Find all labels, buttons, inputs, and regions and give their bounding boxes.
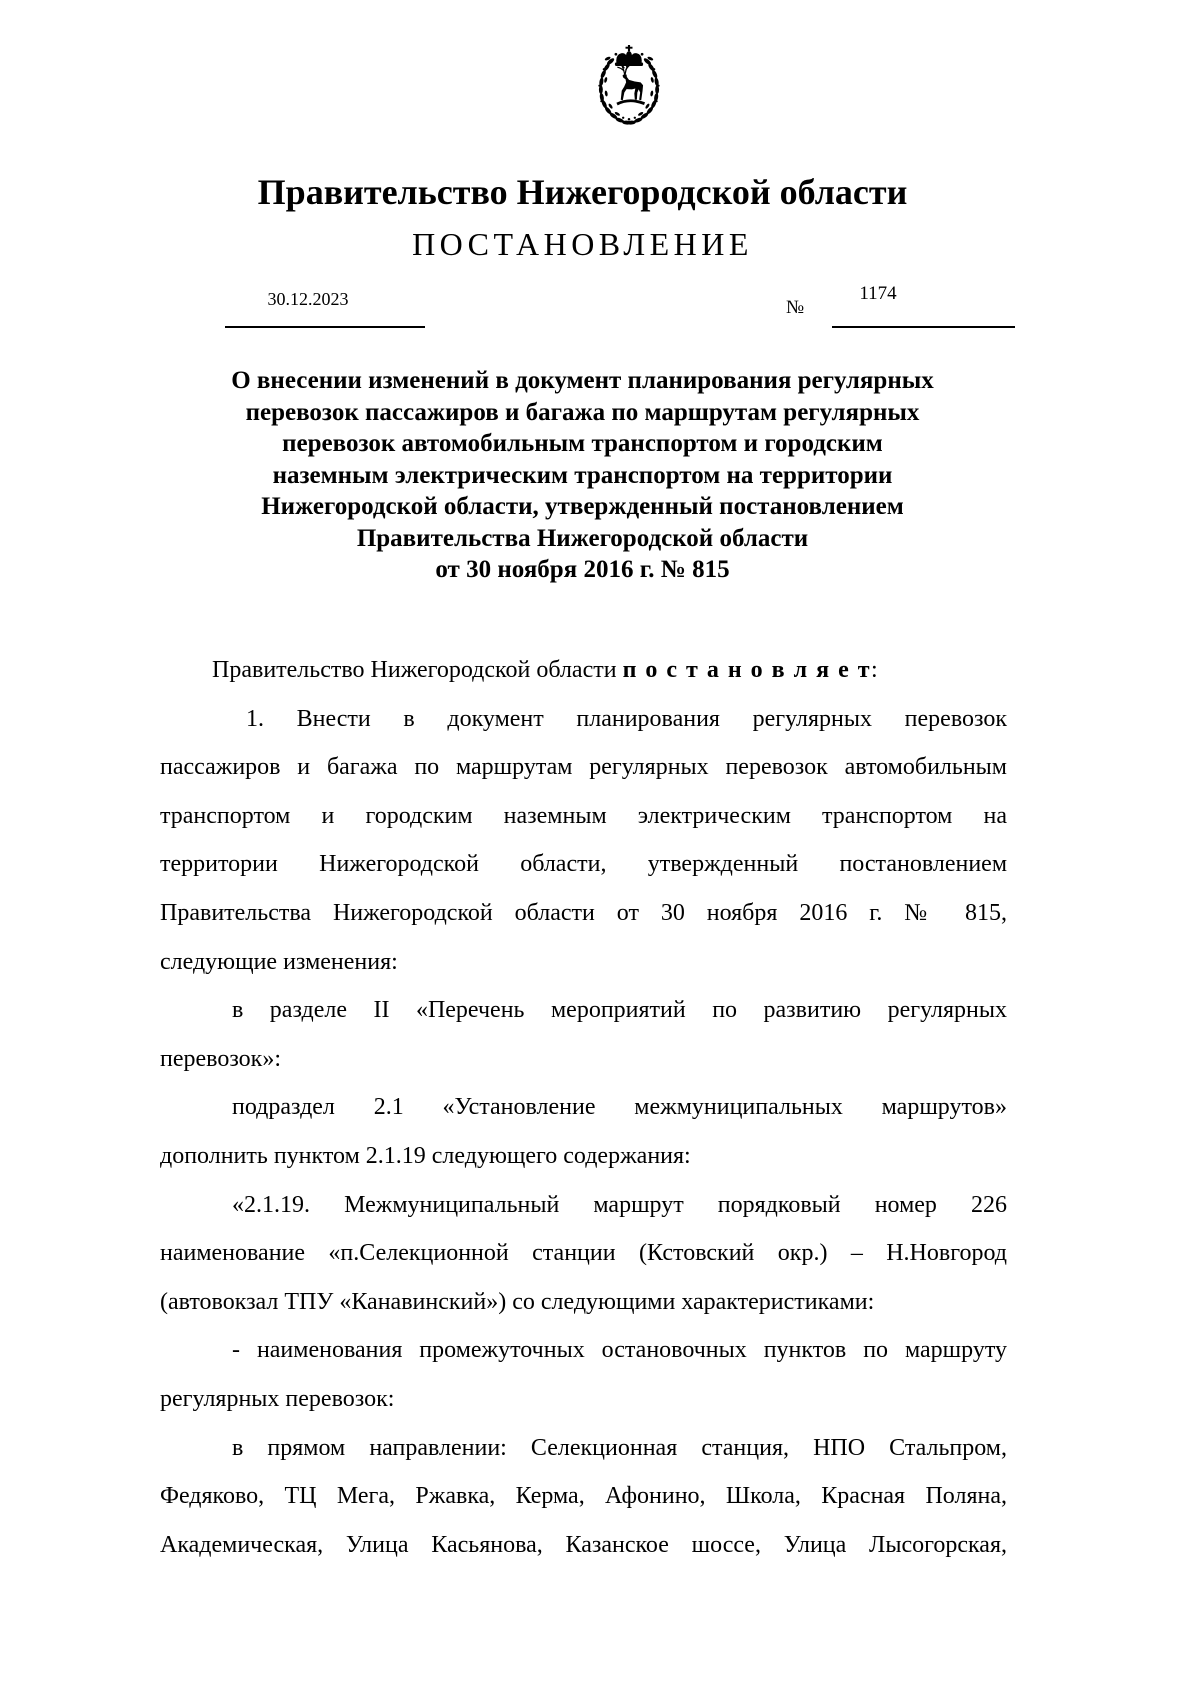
body-line: транспортом и городским наземным электрическим транспортом на (160, 802, 1007, 829)
subject-line: от 30 ноября 2016 г. № 815 (435, 556, 730, 583)
body-line: перевозок»: (160, 1045, 281, 1072)
body-line: территории Нижегородской области, утвержденный постановлением (160, 851, 1007, 878)
number-value: 1174 (859, 283, 897, 304)
body-line: «2.1.19. Межмуниципальный маршрут порядковый номер 226 (232, 1191, 1007, 1218)
resolution-intro-emphasis: п о с т а н о в л я е т (622, 657, 872, 683)
body-line: следующие изменения: (160, 948, 398, 975)
body-line: в разделе II «Перечень мероприятий по развитию регулярных (232, 997, 1007, 1024)
coat-of-arms-icon (580, 45, 678, 142)
subject-line: О внесении изменений в документ планирования регулярных (231, 367, 934, 394)
body-text (160, 646, 1007, 1569)
subject-line: перевозок пассажиров и багажа по маршрутам регулярных (245, 398, 920, 426)
resolution-intro-prefix: Правительство Нижегородской области (212, 657, 623, 683)
body-line: Правительства Нижегородской области от 30 ноября 2016 г. № 815, (160, 899, 1007, 926)
body-line: в прямом направлении: Селекционная станция, НПО Стальпром, (232, 1434, 1007, 1461)
subject-line: перевозок автомобильным транспортом и городским (282, 430, 883, 457)
body-line: регулярных перевозок: (160, 1385, 395, 1412)
date-value: 30.12.2023 (267, 289, 349, 309)
body-line: пассажиров и багажа по маршрутам регулярных перевозок автомобильным (160, 754, 1007, 781)
subject-line: наземным электрическим транспортом на территории (272, 461, 893, 489)
org-name-title: Правительство Нижегородской области (257, 172, 908, 212)
subject-line: Правительства Нижегородской области (356, 524, 809, 552)
number-sign: № (786, 297, 805, 318)
subject-line: Нижегородской области, утвержденный постановлением (261, 493, 904, 520)
body-line: дополнить пунктом 2.1.19 следующего содержания: (160, 1142, 691, 1169)
body-line: 1. Внести в документ планирования регулярных перевозок (246, 705, 1007, 732)
number-underline (832, 326, 1015, 328)
body-line: Федяково, ТЦ Мега, Ржавка, Керма, Афонино, Школа, Красная Поляна, (160, 1483, 1007, 1510)
body-line: Академическая, Улица Касьянова, Казанское шоссе, Улица Лысогорская, (160, 1531, 1007, 1558)
body-line: - наименования промежуточных остановочных пунктов по маршруту (232, 1337, 1007, 1364)
resolution-intro-suffix: : (871, 657, 878, 683)
resolution-intro-line (160, 646, 1007, 695)
body-line: (автовокзал ТПУ «Канавинский») со следующими характеристиками: (160, 1288, 875, 1315)
subject-block (160, 365, 1005, 586)
body-line: наименование «п.Селекционной станции (Кстовский окр.) – Н.Новгород (160, 1240, 1007, 1267)
date-underline (225, 326, 425, 328)
doc-type-title: ПОСТАНОВЛЕНИЕ (412, 226, 753, 262)
body-line: подраздел 2.1 «Установление межмуниципальных маршрутов» (232, 1094, 1007, 1121)
